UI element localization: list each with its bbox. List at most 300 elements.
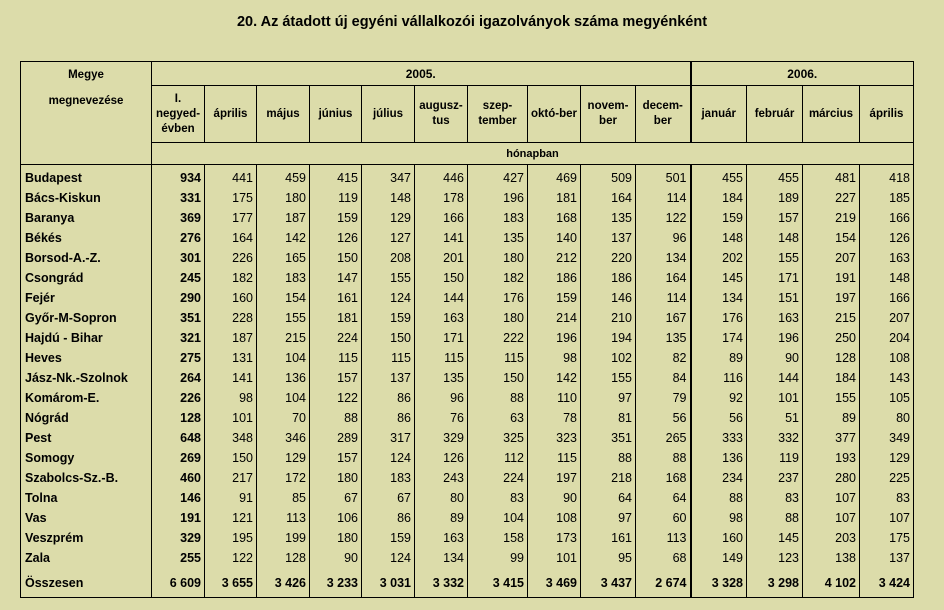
county-name: Heves <box>21 348 152 368</box>
value-cell: 227 <box>803 188 860 208</box>
value-cell: 122 <box>205 548 257 568</box>
value-cell: 427 <box>468 165 528 189</box>
q1-value-cell: 275 <box>152 348 205 368</box>
value-cell: 214 <box>528 308 581 328</box>
value-cell: 159 <box>691 208 747 228</box>
value-cell: 250 <box>803 328 860 348</box>
value-cell: 203 <box>803 528 860 548</box>
value-cell: 173 <box>528 528 581 548</box>
value-cell: 88 <box>468 388 528 408</box>
value-cell: 89 <box>803 408 860 428</box>
value-cell: 115 <box>415 348 468 368</box>
value-cell: 171 <box>747 268 803 288</box>
value-cell: 217 <box>205 468 257 488</box>
value-cell: 88 <box>636 448 691 468</box>
value-cell: 3 437 <box>581 568 636 598</box>
value-cell: 154 <box>803 228 860 248</box>
value-cell: 3 655 <box>205 568 257 598</box>
table-row <box>21 228 914 248</box>
value-cell: 104 <box>257 388 310 408</box>
value-cell: 175 <box>205 188 257 208</box>
value-cell: 51 <box>747 408 803 428</box>
value-cell: 121 <box>205 508 257 528</box>
value-cell: 199 <box>257 528 310 548</box>
county-name: Tolna <box>21 488 152 508</box>
value-cell: 91 <box>205 488 257 508</box>
value-cell: 348 <box>205 428 257 448</box>
value-cell: 136 <box>257 368 310 388</box>
value-cell: 215 <box>803 308 860 328</box>
q1-value-cell: 264 <box>152 368 205 388</box>
county-header-line2: megnevezése <box>48 95 124 107</box>
value-cell: 137 <box>581 228 636 248</box>
q1-value-cell: 128 <box>152 408 205 428</box>
value-cell: 155 <box>803 388 860 408</box>
q1-value-cell: 369 <box>152 208 205 228</box>
value-cell: 98 <box>205 388 257 408</box>
value-cell: 187 <box>257 208 310 228</box>
value-cell: 3 298 <box>747 568 803 598</box>
value-cell: 207 <box>803 248 860 268</box>
table-row <box>21 428 914 448</box>
value-cell: 101 <box>528 548 581 568</box>
county-name: Vas <box>21 508 152 528</box>
value-cell: 159 <box>310 208 362 228</box>
value-cell: 184 <box>691 188 747 208</box>
value-cell: 150 <box>468 368 528 388</box>
value-cell: 377 <box>803 428 860 448</box>
table-row <box>21 165 914 189</box>
county-header-line1: Megye <box>68 69 104 81</box>
value-cell: 67 <box>310 488 362 508</box>
value-cell: 196 <box>468 188 528 208</box>
value-cell: 163 <box>415 528 468 548</box>
value-cell: 165 <box>257 248 310 268</box>
value-cell: 3 031 <box>362 568 415 598</box>
value-cell: 234 <box>691 468 747 488</box>
value-cell: 207 <box>860 308 914 328</box>
value-cell: 226 <box>205 248 257 268</box>
value-cell: 137 <box>860 548 914 568</box>
table-body <box>21 165 914 598</box>
value-cell: 183 <box>257 268 310 288</box>
value-cell: 325 <box>468 428 528 448</box>
value-cell: 134 <box>636 248 691 268</box>
value-cell: 89 <box>691 348 747 368</box>
value-cell: 3 332 <box>415 568 468 598</box>
table-row <box>21 208 914 228</box>
value-cell: 82 <box>636 348 691 368</box>
value-cell: 123 <box>747 548 803 568</box>
value-cell: 415 <box>310 165 362 189</box>
value-cell: 142 <box>528 368 581 388</box>
value-cell: 196 <box>747 328 803 348</box>
q1-value-cell: 255 <box>152 548 205 568</box>
value-cell: 126 <box>860 228 914 248</box>
value-cell: 509 <box>581 165 636 189</box>
county-name: Pest <box>21 428 152 448</box>
value-cell: 83 <box>468 488 528 508</box>
value-cell: 56 <box>636 408 691 428</box>
county-name: Összesen <box>21 568 152 598</box>
value-cell: 115 <box>468 348 528 368</box>
value-cell: 180 <box>468 308 528 328</box>
value-cell: 134 <box>691 288 747 308</box>
value-cell: 175 <box>860 528 914 548</box>
value-cell: 164 <box>581 188 636 208</box>
county-name: Komárom-E. <box>21 388 152 408</box>
year-2006-header: 2006. <box>691 62 914 86</box>
value-cell: 141 <box>205 368 257 388</box>
county-name: Hajdú - Bihar <box>21 328 152 348</box>
q1-value-cell: 191 <box>152 508 205 528</box>
value-cell: 164 <box>636 268 691 288</box>
value-cell: 97 <box>581 388 636 408</box>
value-cell: 159 <box>528 288 581 308</box>
value-cell: 148 <box>691 228 747 248</box>
value-cell: 104 <box>468 508 528 528</box>
value-cell: 163 <box>415 308 468 328</box>
month-header: április <box>860 86 914 143</box>
value-cell: 129 <box>860 448 914 468</box>
q1-value-cell: 290 <box>152 288 205 308</box>
value-cell: 346 <box>257 428 310 448</box>
value-cell: 99 <box>468 548 528 568</box>
value-cell: 208 <box>362 248 415 268</box>
value-cell: 197 <box>803 288 860 308</box>
value-cell: 110 <box>528 388 581 408</box>
value-cell: 127 <box>362 228 415 248</box>
table-row <box>21 368 914 388</box>
value-cell: 181 <box>528 188 581 208</box>
total-row <box>21 568 914 598</box>
value-cell: 167 <box>636 308 691 328</box>
county-name: Zala <box>21 548 152 568</box>
month-header: február <box>747 86 803 143</box>
month-header-row <box>21 86 914 143</box>
value-cell: 180 <box>310 528 362 548</box>
value-cell: 155 <box>362 268 415 288</box>
value-cell: 114 <box>636 288 691 308</box>
value-cell: 119 <box>747 448 803 468</box>
value-cell: 67 <box>362 488 415 508</box>
q1-value-cell: 460 <box>152 468 205 488</box>
value-cell: 86 <box>362 508 415 528</box>
value-cell: 135 <box>415 368 468 388</box>
value-cell: 202 <box>691 248 747 268</box>
value-cell: 64 <box>636 488 691 508</box>
q1-value-cell: 351 <box>152 308 205 328</box>
value-cell: 108 <box>860 348 914 368</box>
value-cell: 210 <box>581 308 636 328</box>
table-row <box>21 248 914 268</box>
table-row <box>21 308 914 328</box>
value-cell: 201 <box>415 248 468 268</box>
value-cell: 128 <box>257 548 310 568</box>
value-cell: 88 <box>581 448 636 468</box>
value-cell: 86 <box>362 408 415 428</box>
value-cell: 124 <box>362 548 415 568</box>
value-cell: 155 <box>747 248 803 268</box>
value-cell: 89 <box>415 508 468 528</box>
value-cell: 56 <box>691 408 747 428</box>
value-cell: 180 <box>468 248 528 268</box>
value-cell: 92 <box>691 388 747 408</box>
q1-value-cell: 6 609 <box>152 568 205 598</box>
value-cell: 142 <box>257 228 310 248</box>
value-cell: 178 <box>415 188 468 208</box>
value-cell: 166 <box>860 208 914 228</box>
value-cell: 280 <box>803 468 860 488</box>
month-header: június <box>310 86 362 143</box>
value-cell: 112 <box>468 448 528 468</box>
value-cell: 187 <box>205 328 257 348</box>
value-cell: 85 <box>257 488 310 508</box>
value-cell: 102 <box>581 348 636 368</box>
q1-value-cell: 301 <box>152 248 205 268</box>
q1-value-cell: 934 <box>152 165 205 189</box>
county-name: Bács-Kiskun <box>21 188 152 208</box>
value-cell: 183 <box>468 208 528 228</box>
value-cell: 351 <box>581 428 636 448</box>
value-cell: 150 <box>415 268 468 288</box>
value-cell: 83 <box>860 488 914 508</box>
value-cell: 138 <box>803 548 860 568</box>
value-cell: 177 <box>205 208 257 228</box>
value-cell: 90 <box>747 348 803 368</box>
value-cell: 83 <box>747 488 803 508</box>
value-cell: 106 <box>310 508 362 528</box>
q1-value-cell: 329 <box>152 528 205 548</box>
value-cell: 126 <box>310 228 362 248</box>
month-header: novem-ber <box>581 86 636 143</box>
value-cell: 219 <box>803 208 860 228</box>
value-cell: 163 <box>860 248 914 268</box>
value-cell: 145 <box>691 268 747 288</box>
county-name: Baranya <box>21 208 152 228</box>
value-cell: 155 <box>257 308 310 328</box>
value-cell: 148 <box>747 228 803 248</box>
value-cell: 113 <box>257 508 310 528</box>
value-cell: 150 <box>310 248 362 268</box>
value-cell: 60 <box>636 508 691 528</box>
value-cell: 101 <box>747 388 803 408</box>
value-cell: 140 <box>528 228 581 248</box>
value-cell: 122 <box>636 208 691 228</box>
month-header: szep-tember <box>468 86 528 143</box>
value-cell: 115 <box>362 348 415 368</box>
value-cell: 329 <box>415 428 468 448</box>
value-cell: 161 <box>581 528 636 548</box>
value-cell: 3 424 <box>860 568 914 598</box>
value-cell: 81 <box>581 408 636 428</box>
value-cell: 164 <box>205 228 257 248</box>
unit-header: hónapban <box>152 143 914 165</box>
value-cell: 191 <box>803 268 860 288</box>
value-cell: 186 <box>528 268 581 288</box>
value-cell: 141 <box>415 228 468 248</box>
value-cell: 349 <box>860 428 914 448</box>
value-cell: 136 <box>691 448 747 468</box>
value-cell: 174 <box>691 328 747 348</box>
month-header: decem-ber <box>636 86 691 143</box>
value-cell: 148 <box>860 268 914 288</box>
value-cell: 107 <box>860 508 914 528</box>
month-header: március <box>803 86 860 143</box>
value-cell: 78 <box>528 408 581 428</box>
table-row <box>21 468 914 488</box>
value-cell: 171 <box>415 328 468 348</box>
value-cell: 160 <box>691 528 747 548</box>
table-row <box>21 408 914 428</box>
q1-value-cell: 245 <box>152 268 205 288</box>
value-cell: 186 <box>581 268 636 288</box>
value-cell: 144 <box>747 368 803 388</box>
value-cell: 182 <box>205 268 257 288</box>
value-cell: 64 <box>581 488 636 508</box>
value-cell: 157 <box>310 448 362 468</box>
value-cell: 150 <box>205 448 257 468</box>
value-cell: 182 <box>468 268 528 288</box>
value-cell: 96 <box>415 388 468 408</box>
q1-value-cell: 146 <box>152 488 205 508</box>
value-cell: 63 <box>468 408 528 428</box>
value-cell: 215 <box>257 328 310 348</box>
month-header: I. negyed-évben <box>152 86 205 143</box>
value-cell: 455 <box>691 165 747 189</box>
value-cell: 148 <box>362 188 415 208</box>
county-name: Szabolcs-Sz.-B. <box>21 468 152 488</box>
table-row <box>21 528 914 548</box>
value-cell: 107 <box>803 488 860 508</box>
table-row <box>21 548 914 568</box>
month-header: május <box>257 86 310 143</box>
county-name: Csongrád <box>21 268 152 288</box>
table-row <box>21 188 914 208</box>
table-row <box>21 348 914 368</box>
county-name: Veszprém <box>21 528 152 548</box>
value-cell: 143 <box>860 368 914 388</box>
value-cell: 3 328 <box>691 568 747 598</box>
value-cell: 172 <box>257 468 310 488</box>
value-cell: 184 <box>803 368 860 388</box>
value-cell: 98 <box>691 508 747 528</box>
value-cell: 3 426 <box>257 568 310 598</box>
value-cell: 441 <box>205 165 257 189</box>
month-header: októ-ber <box>528 86 581 143</box>
value-cell: 113 <box>636 528 691 548</box>
month-header: július <box>362 86 415 143</box>
value-cell: 224 <box>310 328 362 348</box>
value-cell: 88 <box>691 488 747 508</box>
value-cell: 481 <box>803 165 860 189</box>
value-cell: 115 <box>528 448 581 468</box>
value-cell: 79 <box>636 388 691 408</box>
value-cell: 224 <box>468 468 528 488</box>
value-cell: 237 <box>747 468 803 488</box>
value-cell: 166 <box>860 288 914 308</box>
value-cell: 265 <box>636 428 691 448</box>
value-cell: 135 <box>636 328 691 348</box>
value-cell: 189 <box>747 188 803 208</box>
value-cell: 134 <box>415 548 468 568</box>
county-header <box>21 62 152 165</box>
value-cell: 159 <box>362 308 415 328</box>
value-cell: 196 <box>528 328 581 348</box>
county-name: Győr-M-Sopron <box>21 308 152 328</box>
county-name: Jász-Nk.-Szolnok <box>21 368 152 388</box>
q1-value-cell: 648 <box>152 428 205 448</box>
value-cell: 3 415 <box>468 568 528 598</box>
value-cell: 128 <box>803 348 860 368</box>
value-cell: 101 <box>205 408 257 428</box>
month-header: április <box>205 86 257 143</box>
value-cell: 501 <box>636 165 691 189</box>
value-cell: 97 <box>581 508 636 528</box>
value-cell: 222 <box>468 328 528 348</box>
county-name: Borsod-A.-Z. <box>21 248 152 268</box>
value-cell: 114 <box>636 188 691 208</box>
table-title: 20. Az átadott új egyéni vállalkozói igazolványok száma megyénként <box>236 14 708 30</box>
value-cell: 168 <box>528 208 581 228</box>
value-cell: 146 <box>581 288 636 308</box>
value-cell: 469 <box>528 165 581 189</box>
q1-value-cell: 321 <box>152 328 205 348</box>
value-cell: 194 <box>581 328 636 348</box>
value-cell: 166 <box>415 208 468 228</box>
value-cell: 197 <box>528 468 581 488</box>
value-cell: 446 <box>415 165 468 189</box>
q1-value-cell: 226 <box>152 388 205 408</box>
value-cell: 129 <box>257 448 310 468</box>
value-cell: 88 <box>747 508 803 528</box>
table-row <box>21 388 914 408</box>
value-cell: 131 <box>205 348 257 368</box>
value-cell: 218 <box>581 468 636 488</box>
month-header: január <box>691 86 747 143</box>
q1-value-cell: 269 <box>152 448 205 468</box>
value-cell: 149 <box>691 548 747 568</box>
value-cell: 347 <box>362 165 415 189</box>
value-cell: 157 <box>747 208 803 228</box>
value-cell: 150 <box>362 328 415 348</box>
value-cell: 243 <box>415 468 468 488</box>
value-cell: 332 <box>747 428 803 448</box>
value-cell: 212 <box>528 248 581 268</box>
value-cell: 76 <box>415 408 468 428</box>
value-cell: 176 <box>468 288 528 308</box>
value-cell: 96 <box>636 228 691 248</box>
value-cell: 88 <box>310 408 362 428</box>
value-cell: 80 <box>860 408 914 428</box>
data-table <box>20 61 914 598</box>
value-cell: 104 <box>257 348 310 368</box>
value-cell: 185 <box>860 188 914 208</box>
value-cell: 168 <box>636 468 691 488</box>
value-cell: 155 <box>581 368 636 388</box>
table-row <box>21 268 914 288</box>
value-cell: 84 <box>636 368 691 388</box>
month-header: augusz-tus <box>415 86 468 143</box>
value-cell: 193 <box>803 448 860 468</box>
q1-value-cell: 331 <box>152 188 205 208</box>
value-cell: 418 <box>860 165 914 189</box>
value-cell: 220 <box>581 248 636 268</box>
value-cell: 176 <box>691 308 747 328</box>
value-cell: 455 <box>747 165 803 189</box>
value-cell: 124 <box>362 288 415 308</box>
value-cell: 333 <box>691 428 747 448</box>
